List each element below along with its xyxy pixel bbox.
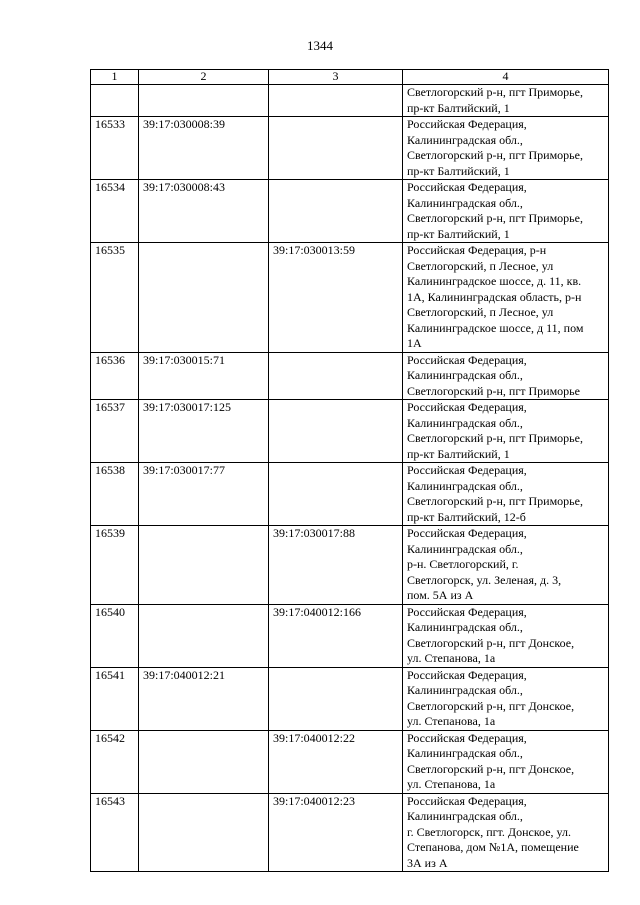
row-number-cell bbox=[91, 85, 139, 117]
land-cadastral-cell: 39:17:030017:77 bbox=[139, 463, 269, 526]
address-cell: Российская Федерация, Калининградская обл., Светлогорский р-н, пгт Приморье, пр-кт Балтийский, 1 bbox=[403, 400, 609, 463]
land-cadastral-cell: 39:17:030008:43 bbox=[139, 180, 269, 243]
object-cadastral-cell: 39:17:040012:22 bbox=[269, 730, 403, 793]
column-header: 1 bbox=[91, 70, 139, 85]
land-cadastral-cell bbox=[139, 85, 269, 117]
land-cadastral-cell: 39:17:040012:21 bbox=[139, 667, 269, 730]
row-number-cell: 16542 bbox=[91, 730, 139, 793]
address-cell: Российская Федерация, Калининградская обл., Светлогорский р-н, пгт Донское, ул. Степанова, 1а bbox=[403, 667, 609, 730]
object-cadastral-cell: 39:17:030017:88 bbox=[269, 526, 403, 605]
address-cell: Российская Федерация, р-н Светлогорский, п Лесное, ул Калининградское шоссе, д. 11, кв. 1А, Калининградская область, р-н Светлогорский, п Лесное, ул Калининградское шоссе, д 11, пом 1А bbox=[403, 243, 609, 353]
object-cadastral-cell: 39:17:040012:166 bbox=[269, 604, 403, 667]
row-number-cell: 16537 bbox=[91, 400, 139, 463]
land-cadastral-cell bbox=[139, 604, 269, 667]
row-number-cell: 16536 bbox=[91, 352, 139, 400]
address-cell: Российская Федерация, Калининградская обл., Светлогорский р-н, пгт Приморье, пр-кт Балтийский, 1 bbox=[403, 117, 609, 180]
land-cadastral-cell bbox=[139, 526, 269, 605]
row-number-cell: 16540 bbox=[91, 604, 139, 667]
object-cadastral-cell bbox=[269, 352, 403, 400]
row-number-cell: 16538 bbox=[91, 463, 139, 526]
object-cadastral-cell bbox=[269, 117, 403, 180]
address-cell: Российская Федерация, Калининградская обл., г. Светлогорск, пгт. Донское, ул. Степанова, дом №1А, помещение 3А из А bbox=[403, 793, 609, 872]
registry-table bbox=[90, 69, 609, 872]
table-row bbox=[91, 526, 609, 605]
address-cell: Российская Федерация, Калининградская обл., Светлогорский р-н, пгт Приморье, пр-кт Балтийский, 12-б bbox=[403, 463, 609, 526]
header-row bbox=[91, 70, 609, 85]
land-cadastral-cell: 39:17:030017:125 bbox=[139, 400, 269, 463]
column-header: 2 bbox=[139, 70, 269, 85]
object-cadastral-cell: 39:17:030013:59 bbox=[269, 243, 403, 353]
row-number-cell: 16543 bbox=[91, 793, 139, 872]
row-number-cell: 16539 bbox=[91, 526, 139, 605]
address-cell: Российская Федерация, Калининградская обл., Светлогорский р-н, пгт Приморье bbox=[403, 352, 609, 400]
address-cell: Российская Федерация, Калининградская обл., Светлогорский р-н, пгт Приморье, пр-кт Балтийский, 1 bbox=[403, 180, 609, 243]
row-number-cell: 16533 bbox=[91, 117, 139, 180]
address-cell: Российская Федерация, Калининградская обл., р-н. Светлогорский, г. Светлогорск, ул. Зеленая, д. 3, пом. 5А из А bbox=[403, 526, 609, 605]
land-cadastral-cell bbox=[139, 730, 269, 793]
table-row bbox=[91, 352, 609, 400]
row-number-cell: 16535 bbox=[91, 243, 139, 353]
table-row bbox=[91, 667, 609, 730]
table-row bbox=[91, 463, 609, 526]
page-number: 1344 bbox=[307, 38, 333, 53]
row-number-cell: 16534 bbox=[91, 180, 139, 243]
table-body bbox=[91, 85, 609, 872]
object-cadastral-cell: 39:17:040012:23 bbox=[269, 793, 403, 872]
land-cadastral-cell: 39:17:030008:39 bbox=[139, 117, 269, 180]
column-header: 3 bbox=[269, 70, 403, 85]
object-cadastral-cell bbox=[269, 400, 403, 463]
table-row bbox=[91, 604, 609, 667]
land-cadastral-cell bbox=[139, 793, 269, 872]
column-header: 4 bbox=[403, 70, 609, 85]
object-cadastral-cell bbox=[269, 180, 403, 243]
object-cadastral-cell bbox=[269, 463, 403, 526]
object-cadastral-cell bbox=[269, 667, 403, 730]
table-row bbox=[91, 730, 609, 793]
table-row bbox=[91, 85, 609, 117]
row-number-cell: 16541 bbox=[91, 667, 139, 730]
address-cell: Российская Федерация, Калининградская обл., Светлогорский р-н, пгт Донское, ул. Степанова, 1а bbox=[403, 730, 609, 793]
object-cadastral-cell bbox=[269, 85, 403, 117]
land-cadastral-cell: 39:17:030015:71 bbox=[139, 352, 269, 400]
table-row bbox=[91, 117, 609, 180]
address-cell: Российская Федерация, Калининградская обл., Светлогорский р-н, пгт Донское, ул. Степанова, 1а bbox=[403, 604, 609, 667]
address-cell: Светлогорский р-н, пгт Приморье, пр-кт Балтийский, 1 bbox=[403, 85, 609, 117]
table-row bbox=[91, 180, 609, 243]
table-row bbox=[91, 400, 609, 463]
table-row bbox=[91, 793, 609, 872]
table-row bbox=[91, 243, 609, 353]
land-cadastral-cell bbox=[139, 243, 269, 353]
